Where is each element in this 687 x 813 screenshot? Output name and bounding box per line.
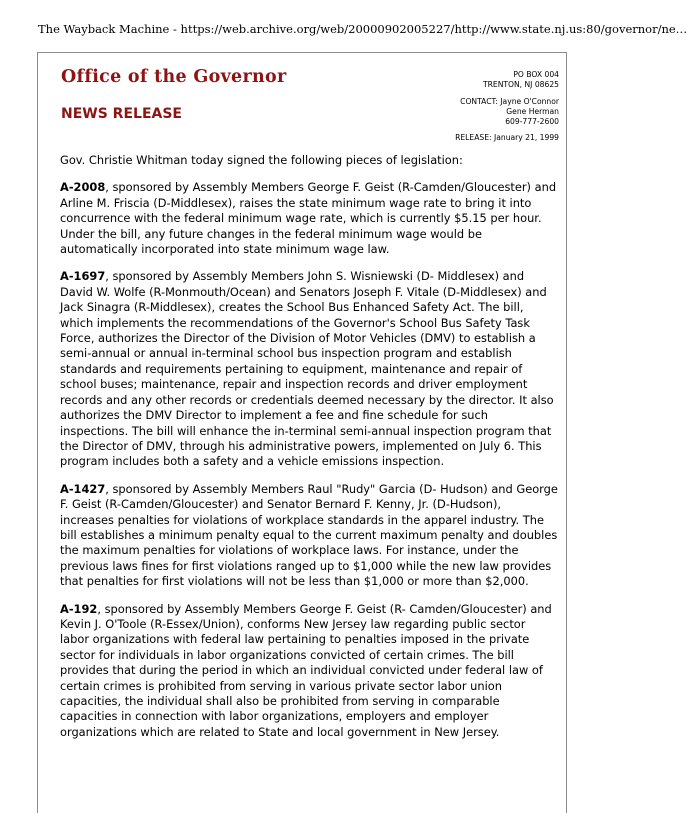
bill-number: A-1427 xyxy=(60,481,106,496)
bill-description: , sponsored by Assembly Members George F. Geist (R-Camden/Gloucester) and Arline M. Friscia (D-Middlesex), raises the state minimum wage rate to bring it into concurrence with the federal minimum wage rate, which is currently $5.15 per hour. Under the bill, any future changes in the federal minimum wage would be automatically incorporated into state minimum wage law. xyxy=(60,180,557,257)
address-line: TRENTON, NJ 08625 xyxy=(482,80,559,89)
contact-block xyxy=(460,97,559,127)
intro-paragraph: Gov. Christie Whitman today signed the following pieces of legislation: xyxy=(60,153,463,167)
bill-paragraph xyxy=(60,269,558,469)
bill-description: , sponsored by Assembly Members John S. Wisniewski (D- Middlesex) and David W. Wolfe (R-Monmouth/Ocean) and Senators Joseph F. Vitale (D-Middlesex) and Jack Sinagra (R-Middlesex), creates the School Bus Enhanced Safety Act. The bill, which implements the recommendations of the Governor's School Bus Safety Task Force, authorizes the Director of the Division of Motor Vehicles (DMV) to establish a semi-annual or annual in-terminal school bus inspection program and establish standards and requirements pertaining to equipment, maintenance and repair of school buses; maintenance, repair and inspection records and driver employment records and any other records or credentials deemed necessary by the director. It also authorizes the DMV Director to implement a fee and fine schedule for such inspections. The bill will enhance the in-terminal semi-annual inspection program that the Director of DMV, through his administrative powers, implemented on July 6. This program includes both a safety and a vehicle emissions inspection. xyxy=(60,269,554,469)
news-release-heading: NEWS RELEASE xyxy=(61,106,182,122)
bill-paragraph xyxy=(60,602,558,741)
release-date: RELEASE: January 21, 1999 xyxy=(455,133,559,142)
mailing-address xyxy=(483,70,559,90)
release-header xyxy=(38,53,566,153)
press-release-frame xyxy=(37,52,567,813)
bill-number: A-2008 xyxy=(60,180,106,195)
wayback-title-bar: The Wayback Machine - https://web.archive.org/web/20000902005227/http://www.state.nj.us:80/governor/ne… xyxy=(38,22,687,36)
bill-paragraph xyxy=(60,482,558,590)
address-line: PO BOX 004 xyxy=(513,70,559,79)
contact-name: Gene Herman xyxy=(506,107,559,116)
contact-phone: 609-777-2600 xyxy=(505,117,559,126)
bill-description: , sponsored by Assembly Members Raul "Rudy" Garcia (D- Hudson) and George F. Geist (R-Camden/Gloucester) and Senator Bernard F. Kenny, Jr. (D-Hudson), increases penalties for violations of workplace standards in the apparel industry. The bill establishes a minimum penalty equal to the current maximum penalty and doubles the maximum penalties for violations of workplace laws. For instance, under the previous laws fines for first violations ranged up to $1,000 while the new law provides that penalties for first violations will not be less than $1,000 or more than $2,000. xyxy=(60,481,558,589)
office-title-logo: Office of the Governor xyxy=(61,67,287,87)
bill-number: A-1697 xyxy=(60,269,106,284)
release-body xyxy=(60,153,558,752)
contact-name: CONTACT: Jayne O'Connor xyxy=(460,97,559,106)
bill-description: , sponsored by Assembly Members George F. Geist (R- Camden/Gloucester) and Kevin J. O'Toole (R-Essex/Union), conforms New Jersey law regarding public sector labor organizations with federal law pertaining to penalties imposed in the private sector for individuals in labor organizations convicted of certain crimes. The bill provides that during the period in which an individual convicted under federal law of certain crimes is prohibited from serving in various private sector labor union capacities, the individual shall also be prohibited from serving in comparable capacities in connection with labor organizations, employers and employer organizations which are related to State and local government in New Jersey. xyxy=(60,601,552,739)
bill-number: A-192 xyxy=(60,601,98,616)
bill-paragraph xyxy=(60,180,558,257)
